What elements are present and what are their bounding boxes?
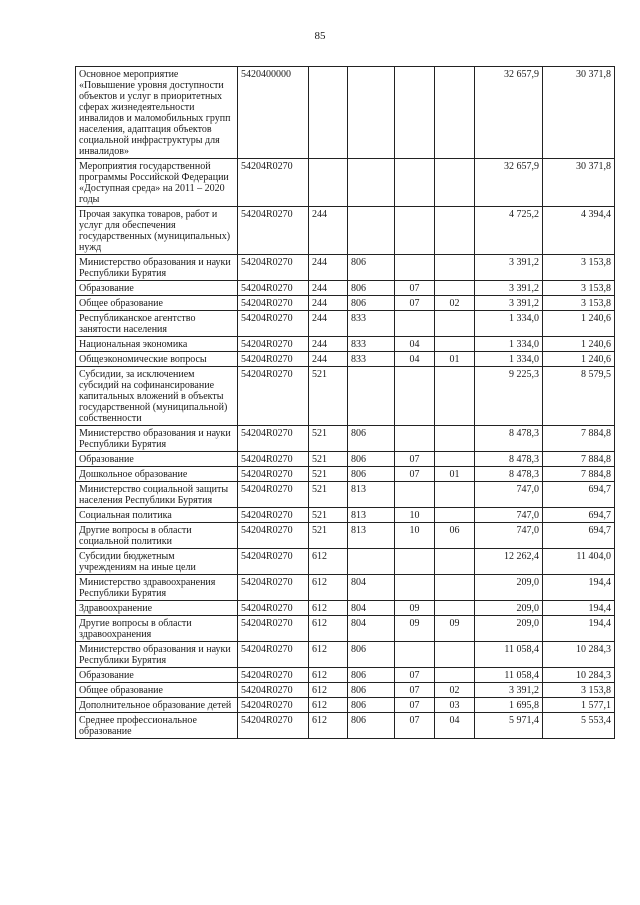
target-article-cell: 54204R0270 [238, 523, 309, 549]
section-cell: 07 [395, 683, 435, 698]
section-cell: 07 [395, 296, 435, 311]
amount-second-cell: 194,4 [543, 616, 615, 642]
row-name-cell: Министерство образования и науки Республики Бурятия [76, 255, 238, 281]
administrator-code-cell: 804 [348, 616, 395, 642]
budget-table-body [76, 67, 615, 739]
target-article-cell: 54204R0270 [238, 601, 309, 616]
section-cell: 09 [395, 616, 435, 642]
expense-type-cell: 612 [309, 668, 348, 683]
expense-type-cell: 521 [309, 367, 348, 426]
subsection-cell [435, 642, 475, 668]
budget-table [75, 66, 615, 739]
row-name-cell: Образование [76, 452, 238, 467]
section-cell: 07 [395, 467, 435, 482]
section-cell [395, 311, 435, 337]
row-name-cell: Субсидии бюджетным учреждениям на иные цели [76, 549, 238, 575]
row-name-cell: Среднее профессиональное образование [76, 713, 238, 739]
amount-second-cell: 7 884,8 [543, 452, 615, 467]
amount-first-cell: 32 657,9 [475, 67, 543, 159]
subsection-cell: 09 [435, 616, 475, 642]
table-row [76, 207, 615, 255]
expense-type-cell: 521 [309, 452, 348, 467]
table-row [76, 281, 615, 296]
administrator-code-cell: 806 [348, 713, 395, 739]
target-article-cell: 54204R0270 [238, 698, 309, 713]
target-article-cell: 54204R0270 [238, 642, 309, 668]
row-name-cell: Прочая закупка товаров, работ и услуг для обеспечения государственных (муниципальных) нужд [76, 207, 238, 255]
amount-first-cell: 8 478,3 [475, 452, 543, 467]
amount-second-cell: 1 240,6 [543, 337, 615, 352]
row-name-cell: Мероприятия государственной программы Российской Федерации «Доступная среда» на 2011 – 2020 годы [76, 159, 238, 207]
target-article-cell: 5420400000 [238, 67, 309, 159]
row-name-cell: Другие вопросы в области социальной политики [76, 523, 238, 549]
administrator-code-cell: 806 [348, 642, 395, 668]
table-row [76, 311, 615, 337]
target-article-cell: 54204R0270 [238, 296, 309, 311]
administrator-code-cell: 806 [348, 467, 395, 482]
expense-type-cell: 244 [309, 337, 348, 352]
amount-second-cell: 10 284,3 [543, 668, 615, 683]
amount-second-cell: 194,4 [543, 601, 615, 616]
table-row [76, 352, 615, 367]
amount-first-cell: 209,0 [475, 575, 543, 601]
expense-type-cell: 612 [309, 575, 348, 601]
subsection-cell [435, 67, 475, 159]
subsection-cell [435, 207, 475, 255]
target-article-cell: 54204R0270 [238, 311, 309, 337]
table-row [76, 683, 615, 698]
amount-second-cell: 8 579,5 [543, 367, 615, 426]
amount-second-cell: 694,7 [543, 482, 615, 508]
expense-type-cell: 521 [309, 523, 348, 549]
amount-first-cell: 1 334,0 [475, 352, 543, 367]
expense-type-cell: 521 [309, 467, 348, 482]
target-article-cell: 54204R0270 [238, 337, 309, 352]
section-cell: 10 [395, 508, 435, 523]
subsection-cell: 02 [435, 683, 475, 698]
amount-second-cell: 5 553,4 [543, 713, 615, 739]
amount-second-cell: 3 153,8 [543, 296, 615, 311]
target-article-cell: 54204R0270 [238, 281, 309, 296]
row-name-cell: Субсидии, за исключением субсидий на софинансирование капитальных вложений в объекты государственной (муниципальной) собственности [76, 367, 238, 426]
table-row [76, 159, 615, 207]
target-article-cell: 54204R0270 [238, 367, 309, 426]
expense-type-cell: 612 [309, 698, 348, 713]
table-row [76, 713, 615, 739]
subsection-cell [435, 575, 475, 601]
section-cell [395, 575, 435, 601]
amount-first-cell: 1 334,0 [475, 337, 543, 352]
row-name-cell: Общее образование [76, 683, 238, 698]
row-name-cell: Образование [76, 281, 238, 296]
administrator-code-cell: 833 [348, 311, 395, 337]
row-name-cell: Дошкольное образование [76, 467, 238, 482]
amount-first-cell: 3 391,2 [475, 683, 543, 698]
amount-first-cell: 209,0 [475, 616, 543, 642]
amount-second-cell: 3 153,8 [543, 281, 615, 296]
administrator-code-cell: 806 [348, 255, 395, 281]
target-article-cell: 54204R0270 [238, 713, 309, 739]
amount-first-cell: 747,0 [475, 482, 543, 508]
amount-first-cell: 12 262,4 [475, 549, 543, 575]
subsection-cell [435, 337, 475, 352]
administrator-code-cell: 806 [348, 281, 395, 296]
section-cell: 04 [395, 337, 435, 352]
expense-type-cell [309, 159, 348, 207]
subsection-cell [435, 601, 475, 616]
subsection-cell [435, 426, 475, 452]
section-cell [395, 255, 435, 281]
table-row [76, 668, 615, 683]
row-name-cell: Министерство социальной защиты населения Республики Бурятия [76, 482, 238, 508]
table-row [76, 482, 615, 508]
amount-first-cell: 747,0 [475, 508, 543, 523]
section-cell [395, 426, 435, 452]
subsection-cell: 01 [435, 467, 475, 482]
target-article-cell: 54204R0270 [238, 575, 309, 601]
administrator-code-cell: 813 [348, 482, 395, 508]
target-article-cell: 54204R0270 [238, 482, 309, 508]
target-article-cell: 54204R0270 [238, 352, 309, 367]
amount-first-cell: 747,0 [475, 523, 543, 549]
row-name-cell: Министерство образования и науки Республики Бурятия [76, 642, 238, 668]
table-row [76, 601, 615, 616]
subsection-cell: 01 [435, 352, 475, 367]
expense-type-cell: 244 [309, 311, 348, 337]
amount-first-cell: 5 971,4 [475, 713, 543, 739]
table-row [76, 642, 615, 668]
amount-second-cell: 1 240,6 [543, 352, 615, 367]
expense-type-cell: 612 [309, 549, 348, 575]
expense-type-cell: 244 [309, 255, 348, 281]
administrator-code-cell [348, 207, 395, 255]
amount-second-cell: 3 153,8 [543, 255, 615, 281]
subsection-cell [435, 311, 475, 337]
expense-type-cell: 612 [309, 616, 348, 642]
amount-second-cell: 1 240,6 [543, 311, 615, 337]
expense-type-cell: 244 [309, 296, 348, 311]
amount-first-cell: 3 391,2 [475, 281, 543, 296]
amount-first-cell: 4 725,2 [475, 207, 543, 255]
table-row [76, 337, 615, 352]
row-name-cell: Общее образование [76, 296, 238, 311]
subsection-cell [435, 367, 475, 426]
amount-first-cell: 3 391,2 [475, 255, 543, 281]
table-row [76, 452, 615, 467]
target-article-cell: 54204R0270 [238, 159, 309, 207]
administrator-code-cell: 833 [348, 337, 395, 352]
table-row [76, 698, 615, 713]
administrator-code-cell: 806 [348, 668, 395, 683]
amount-second-cell: 1 577,1 [543, 698, 615, 713]
expense-type-cell: 612 [309, 642, 348, 668]
row-name-cell: Образование [76, 668, 238, 683]
table-row [76, 367, 615, 426]
expense-type-cell: 612 [309, 683, 348, 698]
row-name-cell: Социальная политика [76, 508, 238, 523]
section-cell [395, 67, 435, 159]
expense-type-cell: 521 [309, 482, 348, 508]
section-cell: 10 [395, 523, 435, 549]
amount-second-cell: 10 284,3 [543, 642, 615, 668]
target-article-cell: 54204R0270 [238, 616, 309, 642]
administrator-code-cell: 804 [348, 601, 395, 616]
target-article-cell: 54204R0270 [238, 452, 309, 467]
expense-type-cell: 244 [309, 207, 348, 255]
table-row [76, 467, 615, 482]
expense-type-cell: 612 [309, 713, 348, 739]
amount-second-cell: 7 884,8 [543, 426, 615, 452]
amount-first-cell: 1 695,8 [475, 698, 543, 713]
target-article-cell: 54204R0270 [238, 668, 309, 683]
table-row [76, 508, 615, 523]
row-name-cell: Дополнительное образование детей [76, 698, 238, 713]
amount-second-cell: 194,4 [543, 575, 615, 601]
target-article-cell: 54204R0270 [238, 549, 309, 575]
subsection-cell: 06 [435, 523, 475, 549]
section-cell [395, 207, 435, 255]
administrator-code-cell: 813 [348, 508, 395, 523]
subsection-cell: 02 [435, 296, 475, 311]
subsection-cell [435, 159, 475, 207]
section-cell: 07 [395, 713, 435, 739]
amount-first-cell: 1 334,0 [475, 311, 543, 337]
amount-first-cell: 11 058,4 [475, 642, 543, 668]
amount-second-cell: 694,7 [543, 508, 615, 523]
amount-first-cell: 11 058,4 [475, 668, 543, 683]
subsection-cell [435, 549, 475, 575]
amount-first-cell: 8 478,3 [475, 467, 543, 482]
amount-second-cell: 30 371,8 [543, 67, 615, 159]
table-row [76, 67, 615, 159]
administrator-code-cell [348, 549, 395, 575]
section-cell [395, 549, 435, 575]
expense-type-cell: 521 [309, 508, 348, 523]
table-row [76, 255, 615, 281]
amount-first-cell: 9 225,3 [475, 367, 543, 426]
expense-type-cell: 612 [309, 601, 348, 616]
administrator-code-cell [348, 67, 395, 159]
table-row [76, 426, 615, 452]
amount-second-cell: 11 404,0 [543, 549, 615, 575]
subsection-cell [435, 452, 475, 467]
section-cell [395, 367, 435, 426]
target-article-cell: 54204R0270 [238, 255, 309, 281]
row-name-cell: Министерство образования и науки Республики Бурятия [76, 426, 238, 452]
amount-second-cell: 694,7 [543, 523, 615, 549]
table-row [76, 296, 615, 311]
section-cell: 07 [395, 281, 435, 296]
target-article-cell: 54204R0270 [238, 683, 309, 698]
administrator-code-cell: 806 [348, 452, 395, 467]
administrator-code-cell: 804 [348, 575, 395, 601]
row-name-cell: Основное мероприятие «Повышение уровня доступности объектов и услуг в приоритетных сферах жизнедеятельности инвалидов и маломобильных групп населения, адаптация объектов социальной инфраструктуры для инвалидов» [76, 67, 238, 159]
page-number: 85 [314, 30, 326, 42]
amount-first-cell: 8 478,3 [475, 426, 543, 452]
administrator-code-cell: 833 [348, 352, 395, 367]
subsection-cell [435, 668, 475, 683]
section-cell: 04 [395, 352, 435, 367]
expense-type-cell [309, 67, 348, 159]
amount-second-cell: 30 371,8 [543, 159, 615, 207]
subsection-cell [435, 508, 475, 523]
amount-second-cell: 7 884,8 [543, 467, 615, 482]
administrator-code-cell: 806 [348, 426, 395, 452]
amount-first-cell: 32 657,9 [475, 159, 543, 207]
table-row [76, 616, 615, 642]
administrator-code-cell [348, 367, 395, 426]
table-row [76, 575, 615, 601]
section-cell: 07 [395, 452, 435, 467]
row-name-cell: Здравоохранение [76, 601, 238, 616]
administrator-code-cell: 806 [348, 683, 395, 698]
administrator-code-cell: 806 [348, 296, 395, 311]
target-article-cell: 54204R0270 [238, 508, 309, 523]
administrator-code-cell: 813 [348, 523, 395, 549]
row-name-cell: Общеэкономические вопросы [76, 352, 238, 367]
section-cell [395, 159, 435, 207]
target-article-cell: 54204R0270 [238, 467, 309, 482]
table-row [76, 549, 615, 575]
subsection-cell [435, 255, 475, 281]
row-name-cell: Министерство здравоохранения Республики Бурятия [76, 575, 238, 601]
table-row [76, 523, 615, 549]
section-cell: 09 [395, 601, 435, 616]
subsection-cell: 03 [435, 698, 475, 713]
target-article-cell: 54204R0270 [238, 426, 309, 452]
amount-first-cell: 209,0 [475, 601, 543, 616]
section-cell [395, 482, 435, 508]
expense-type-cell: 521 [309, 426, 348, 452]
section-cell: 07 [395, 698, 435, 713]
expense-type-cell: 244 [309, 352, 348, 367]
section-cell: 07 [395, 668, 435, 683]
row-name-cell: Национальная экономика [76, 337, 238, 352]
amount-second-cell: 3 153,8 [543, 683, 615, 698]
administrator-code-cell: 806 [348, 698, 395, 713]
amount-second-cell: 4 394,4 [543, 207, 615, 255]
subsection-cell: 04 [435, 713, 475, 739]
subsection-cell [435, 482, 475, 508]
target-article-cell: 54204R0270 [238, 207, 309, 255]
expense-type-cell: 244 [309, 281, 348, 296]
administrator-code-cell [348, 159, 395, 207]
row-name-cell: Республиканское агентство занятости населения [76, 311, 238, 337]
section-cell [395, 642, 435, 668]
amount-first-cell: 3 391,2 [475, 296, 543, 311]
row-name-cell: Другие вопросы в области здравоохранения [76, 616, 238, 642]
subsection-cell [435, 281, 475, 296]
